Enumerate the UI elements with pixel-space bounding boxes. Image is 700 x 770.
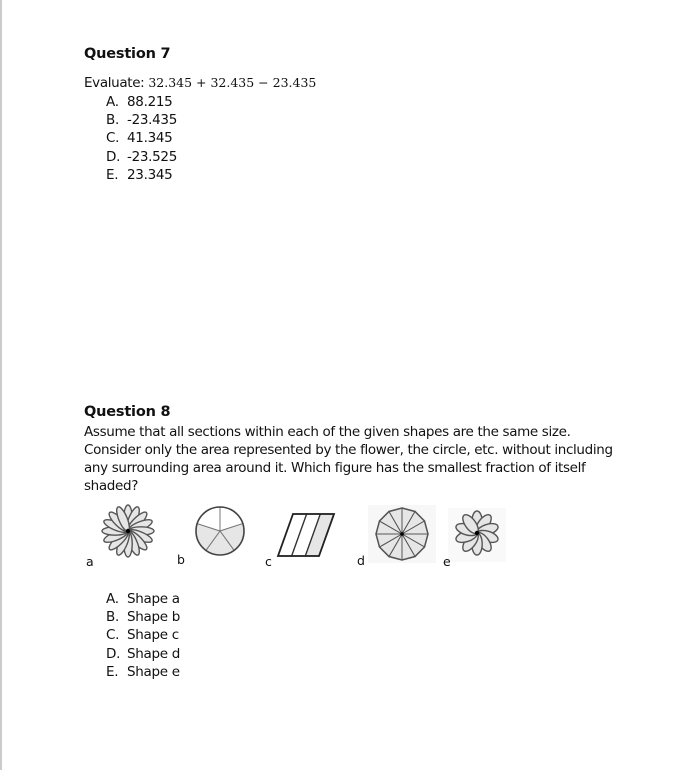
option-c[interactable] — [106, 626, 180, 644]
option-text: Shape c — [127, 627, 179, 644]
option-letter: E. — [106, 166, 119, 183]
option-a[interactable] — [106, 93, 177, 111]
prompt-line: any surrounding area around it. Which figure has the smallest fraction of itself — [84, 460, 586, 476]
option-d[interactable] — [106, 645, 180, 663]
figure-c-parallelogram — [276, 510, 338, 560]
option-letter: E. — [106, 663, 119, 680]
figure-d-label: d — [357, 553, 365, 568]
option-letter: D. — [106, 148, 121, 165]
question-7-options — [106, 93, 177, 184]
option-text: Shape a — [127, 591, 180, 607]
option-text: -23.435 — [127, 112, 178, 129]
prompt-line: Assume that all sections within each of the given shapes are the same size. — [84, 424, 571, 440]
question-7-title: Question 7 — [84, 46, 171, 62]
figure-d-dodecagon — [368, 505, 436, 563]
prompt-prefix: Evaluate: — [84, 75, 149, 91]
figure-c-label: c — [265, 554, 272, 569]
option-text: 23.345 — [127, 166, 173, 183]
option-letter: A. — [106, 591, 119, 607]
figure-e-label: e — [443, 554, 451, 569]
question-7-prompt — [84, 74, 316, 92]
option-a[interactable] — [106, 590, 180, 608]
figure-e-flower — [448, 508, 506, 562]
option-letter: D. — [106, 645, 121, 662]
prompt-line: Consider only the area represented by the flower, the circle, etc. without including — [84, 442, 613, 458]
option-text: Shape b — [127, 609, 181, 626]
option-letter: C. — [106, 627, 120, 644]
option-e[interactable] — [106, 166, 177, 184]
option-d[interactable] — [106, 148, 177, 166]
question-8-prompt — [84, 423, 613, 495]
option-letter: C. — [106, 130, 120, 147]
option-b[interactable] — [106, 608, 180, 626]
figure-b-label: b — [177, 552, 185, 567]
question-8-options — [106, 590, 180, 681]
option-text: 88.215 — [127, 94, 173, 110]
option-text: -23.525 — [127, 148, 178, 165]
figure-a-label: a — [86, 554, 94, 569]
figure-a-flower — [98, 503, 158, 559]
option-b[interactable] — [106, 111, 177, 129]
option-text: Shape d — [127, 645, 181, 662]
option-c[interactable] — [106, 129, 177, 147]
figure-b-circle — [190, 503, 250, 559]
center-dot — [400, 532, 404, 536]
option-text: 41.345 — [127, 130, 173, 147]
option-letter: B. — [106, 112, 119, 129]
option-letter: A. — [106, 94, 119, 110]
option-e[interactable] — [106, 663, 180, 681]
flower-center — [126, 529, 130, 533]
flower-center — [475, 531, 479, 535]
option-text: Shape e — [127, 663, 180, 680]
question-8-title: Question 8 — [84, 404, 171, 420]
prompt-line: shaded? — [84, 478, 139, 494]
option-letter: B. — [106, 609, 119, 626]
page-left-border — [0, 0, 2, 770]
math-expression: 32.345 + 32.435 − 23.435 — [148, 75, 317, 90]
